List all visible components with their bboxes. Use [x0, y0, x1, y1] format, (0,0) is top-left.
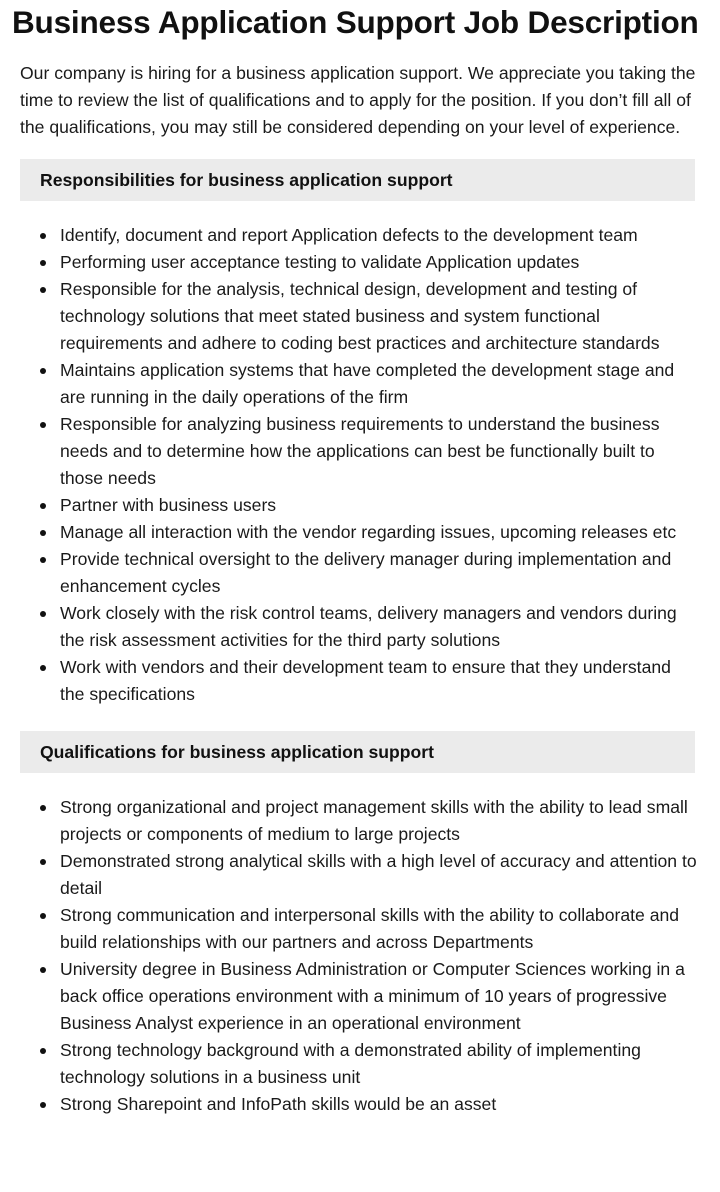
bullet-icon	[40, 1048, 46, 1054]
bullet-icon	[40, 913, 46, 919]
bullet-icon	[40, 530, 46, 536]
qualification-item-text: Strong Sharepoint and InfoPath skills would be an asset	[60, 1094, 497, 1114]
responsibility-item	[40, 654, 700, 708]
qualification-item	[40, 848, 700, 902]
bullet-icon	[40, 611, 46, 617]
page-title: Business Application Support Job Description	[12, 4, 699, 40]
responsibility-item	[40, 411, 700, 492]
responsibility-item	[40, 600, 700, 654]
qualifications-heading: Qualifications for business application support	[20, 731, 695, 773]
section-spacer	[0, 708, 720, 713]
qualification-item-text: Demonstrated strong analytical skills with a high level of accuracy and attention to detail	[60, 851, 697, 898]
bullet-icon	[40, 260, 46, 266]
bullet-icon	[40, 1102, 46, 1108]
responsibility-item	[40, 357, 700, 411]
responsibility-item-text: Work closely with the risk control teams, delivery managers and vendors during the risk assessment activities for the third party solutions	[60, 603, 677, 650]
bullet-icon	[40, 557, 46, 563]
responsibility-item-text: Responsible for the analysis, technical design, development and testing of technology solutions that meet stated business and system functional requirements and adhere to coding best practices and architecture standards	[60, 279, 660, 353]
responsibilities-list	[40, 222, 700, 708]
qualification-item	[40, 1091, 700, 1118]
responsibility-item-text: Work with vendors and their development team to ensure that they understand the specifications	[60, 657, 671, 704]
bullet-icon	[40, 368, 46, 374]
responsibility-item	[40, 249, 700, 276]
responsibility-item	[40, 546, 700, 600]
bullet-icon	[40, 665, 46, 671]
qualifications-list	[40, 794, 700, 1118]
responsibility-item-text: Manage all interaction with the vendor regarding issues, upcoming releases etc	[60, 522, 677, 542]
bullet-icon	[40, 805, 46, 811]
responsibilities-heading: Responsibilities for business application support	[20, 159, 695, 201]
qualification-item	[40, 956, 700, 1037]
qualification-item	[40, 794, 700, 848]
qualification-item-text: Strong communication and interpersonal skills with the ability to collaborate and build relationships with our partners and across Departments	[60, 905, 680, 952]
responsibility-item	[40, 276, 700, 357]
qualification-item-text: Strong organizational and project management skills with the ability to lead small projects or components of medium to large projects	[60, 797, 688, 844]
responsibility-item-text: Maintains application systems that have completed the development stage and are running in the daily operations of the firm	[60, 360, 675, 407]
bullet-icon	[40, 967, 46, 973]
responsibility-item	[40, 222, 700, 249]
qualification-item	[40, 902, 700, 956]
qualification-item-text: Strong technology background with a demonstrated ability of implementing technology solutions in a business unit	[60, 1040, 641, 1087]
bullet-icon	[40, 233, 46, 239]
qualification-item-text: University degree in Business Administration or Computer Sciences working in a back office operations environment with a minimum of 10 years of progressive Business Analyst experience in an operational environment	[60, 959, 685, 1033]
responsibility-item-text: Responsible for analyzing business requirements to understand the business needs and to determine how the applications can best be functionally built to those needs	[60, 414, 660, 488]
intro-paragraph: Our company is hiring for a business application support. We appreciate you taking the time to review the list of qualifications and to apply for the position. If you don’t fill all of the qualifications, you may still be considered depending on your level of experience.	[20, 63, 696, 137]
responsibility-item	[40, 492, 700, 519]
responsibility-item-text: Provide technical oversight to the delivery manager during implementation and enhancement cycles	[60, 549, 672, 596]
bullet-icon	[40, 287, 46, 293]
qualification-item	[40, 1037, 700, 1091]
responsibility-item	[40, 519, 700, 546]
responsibility-item-text: Identify, document and report Application defects to the development team	[60, 225, 638, 245]
bullet-icon	[40, 859, 46, 865]
responsibility-item-text: Performing user acceptance testing to validate Application updates	[60, 252, 580, 272]
responsibility-item-text: Partner with business users	[60, 495, 277, 515]
bullet-icon	[40, 422, 46, 428]
bullet-icon	[40, 503, 46, 509]
